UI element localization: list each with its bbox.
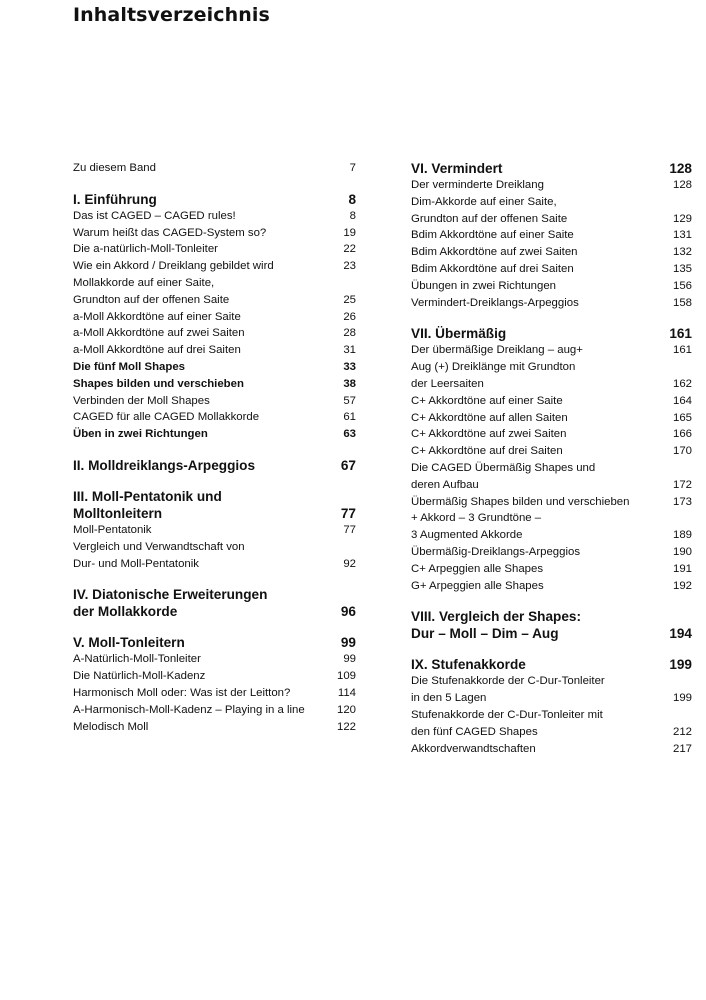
toc-entry-title: G+ Arpeggien alle Shapes bbox=[411, 579, 544, 592]
toc-page-number: 33 bbox=[343, 360, 356, 373]
toc-page-number: 77 bbox=[343, 523, 356, 536]
toc-page-number: 132 bbox=[672, 246, 692, 259]
toc-page-number: 7 bbox=[349, 162, 356, 174]
toc-entry-title: Shapes bilden und verschieben bbox=[73, 377, 244, 390]
toc-page-number: 166 bbox=[672, 428, 692, 441]
toc-entry[interactable] bbox=[411, 510, 692, 544]
toc-page-number: 162 bbox=[672, 377, 692, 390]
toc-entry-title: IX. Stufenakkorde bbox=[411, 657, 526, 673]
section-spacer bbox=[411, 642, 692, 656]
section-spacer bbox=[411, 594, 692, 608]
toc-entry[interactable] bbox=[73, 393, 356, 410]
toc-entry-title: Übermäßig Shapes bilden und verschieben bbox=[411, 495, 630, 508]
toc-page-number: 19 bbox=[343, 226, 356, 239]
toc-page-number: 173 bbox=[672, 495, 692, 508]
toc-page-number: 96 bbox=[340, 604, 356, 620]
toc-page-number: 61 bbox=[343, 411, 356, 424]
toc-entry-title: Der verminderte Dreiklang bbox=[411, 179, 544, 191]
toc-page-number: 217 bbox=[672, 742, 692, 755]
toc-entry[interactable] bbox=[73, 376, 356, 393]
toc-page-number: 77 bbox=[340, 505, 356, 521]
toc-entry-title: C+ Arpeggien alle Shapes bbox=[411, 562, 544, 575]
toc-entry[interactable] bbox=[73, 325, 356, 342]
toc-entry[interactable] bbox=[73, 668, 356, 685]
toc-entry[interactable] bbox=[411, 194, 692, 228]
section-spacer bbox=[73, 620, 356, 634]
toc-entry[interactable] bbox=[411, 494, 692, 511]
toc-entry-title: VII. Übermäßig bbox=[411, 326, 507, 342]
toc-entry-title: Dim-Akkorde auf einer Saite, Grundton auf der offenen Saite bbox=[411, 195, 568, 225]
toc-entry[interactable] bbox=[73, 258, 356, 275]
toc-page-number: 131 bbox=[672, 229, 692, 242]
toc-entry[interactable] bbox=[73, 241, 356, 258]
toc-page-number: 161 bbox=[672, 344, 692, 357]
toc-entry[interactable] bbox=[73, 275, 356, 309]
toc-column-right bbox=[411, 160, 692, 757]
toc-entry-title: Akkordverwandtschaften bbox=[411, 742, 536, 755]
toc-page-number: 161 bbox=[669, 326, 692, 342]
toc-page-number: 199 bbox=[669, 657, 692, 673]
toc-entry[interactable] bbox=[73, 208, 356, 225]
toc-chapter-heading[interactable] bbox=[411, 608, 692, 642]
toc-page-number: 128 bbox=[672, 179, 692, 191]
toc-page-number: 164 bbox=[672, 394, 692, 407]
toc-entry[interactable] bbox=[73, 309, 356, 326]
page-title: Inhaltsverzeichnis bbox=[73, 4, 270, 26]
toc-page-number: 170 bbox=[672, 445, 692, 458]
toc-entry-title: C+ Akkordtöne auf einer Saite bbox=[411, 394, 563, 407]
toc-page-number: 99 bbox=[343, 653, 356, 666]
toc-entry-title: Wie ein Akkord / Dreiklang gebildet wird bbox=[73, 260, 274, 273]
toc-entry-title: Bdim Akkordtöne auf einer Saite bbox=[411, 229, 574, 242]
toc-entry-title: II. Molldreiklangs-Arpeggios bbox=[73, 457, 256, 473]
toc-entry-title: V. Moll-Tonleitern bbox=[73, 635, 185, 651]
toc-entry[interactable] bbox=[411, 410, 692, 427]
toc-entry[interactable] bbox=[411, 460, 692, 494]
toc-page-number: 63 bbox=[343, 428, 356, 441]
toc-page-number: 120 bbox=[336, 703, 356, 716]
toc-page-number: 57 bbox=[343, 394, 356, 407]
toc-entry[interactable] bbox=[411, 561, 692, 578]
section-spacer bbox=[73, 443, 356, 457]
toc-entry[interactable] bbox=[73, 359, 356, 376]
toc-entry[interactable] bbox=[73, 702, 356, 719]
toc-entry-title: Warum heißt das CAGED-System so? bbox=[73, 226, 267, 239]
toc-entry-title: Die Natürlich-Moll-Kadenz bbox=[73, 670, 206, 683]
toc-entry-title: Bdim Akkordtöne auf drei Saiten bbox=[411, 262, 574, 275]
toc-entry-title: I. Einführung bbox=[73, 191, 157, 207]
toc-page-number: 8 bbox=[349, 209, 356, 222]
toc-page-number: 92 bbox=[343, 557, 356, 570]
toc-chapter-heading[interactable] bbox=[73, 191, 356, 208]
toc-entry-title: Die fünf Moll Shapes bbox=[73, 360, 186, 373]
toc-entry-title: Melodisch Moll bbox=[73, 720, 149, 733]
toc-entry[interactable] bbox=[411, 741, 692, 758]
toc-page-number: 135 bbox=[672, 262, 692, 275]
toc-page-number: 67 bbox=[340, 457, 356, 473]
toc-entry[interactable] bbox=[73, 685, 356, 702]
toc-entry[interactable] bbox=[73, 342, 356, 359]
toc-entry[interactable] bbox=[411, 578, 692, 595]
toc-entry-title: Stufenakkorde der C-Dur-Tonleiter mit den fünf CAGED Shapes bbox=[411, 708, 603, 738]
toc-entry-title: Übungen in zwei Richtungen bbox=[411, 279, 557, 292]
toc-page-number: 128 bbox=[669, 161, 692, 176]
toc-entry[interactable] bbox=[411, 426, 692, 443]
toc-entry-title: Übermäßig-Dreiklangs-Arpeggios bbox=[411, 545, 581, 558]
toc-entry[interactable] bbox=[73, 426, 356, 443]
toc-page-number: 99 bbox=[340, 635, 356, 651]
toc-page-number: 129 bbox=[672, 212, 692, 225]
toc-entry[interactable] bbox=[73, 160, 356, 177]
toc-page-number: 26 bbox=[343, 310, 356, 323]
toc-entry-title: A-Harmonisch-Moll-Kadenz – Playing in a line bbox=[73, 703, 305, 716]
section-spacer bbox=[411, 311, 692, 325]
toc-entry[interactable] bbox=[411, 278, 692, 295]
toc-entry[interactable] bbox=[73, 522, 356, 539]
toc-page-number: 189 bbox=[672, 529, 692, 542]
toc-entry[interactable] bbox=[411, 359, 692, 393]
toc-entry-title: Aug (+) Dreiklänge mit Grundton der Leersaiten bbox=[411, 361, 576, 390]
toc-entry-title: IV. Diatonische Erweiterungen der Mollakkorde bbox=[73, 587, 268, 620]
toc-entry-title: Zu diesem Band bbox=[73, 162, 156, 174]
section-spacer bbox=[73, 572, 356, 586]
toc-entry[interactable] bbox=[411, 295, 692, 312]
toc-entry[interactable] bbox=[411, 673, 692, 707]
toc-entry-title: Die Stufenakkorde der C-Dur-Tonleiter in den 5 Lagen bbox=[411, 675, 605, 705]
toc-entry-title: Vergleich und Verwandtschaft von Dur- und Moll-Pentatonik bbox=[73, 540, 245, 570]
toc-entry-title: a-Moll Akkordtöne auf drei Saiten bbox=[73, 344, 241, 357]
toc-chapter-heading[interactable] bbox=[411, 656, 692, 673]
toc-chapter-heading[interactable] bbox=[73, 586, 356, 620]
toc-entry[interactable] bbox=[73, 409, 356, 426]
toc-entry-title: C+ Akkordtöne auf zwei Saiten bbox=[411, 428, 567, 441]
toc-chapter-heading[interactable] bbox=[73, 488, 356, 522]
toc-chapter-heading[interactable] bbox=[73, 634, 356, 651]
toc-entry-title: a-Moll Akkordtöne auf einer Saite bbox=[73, 310, 241, 323]
toc-entry-title: C+ Akkordtöne auf allen Saiten bbox=[411, 411, 568, 424]
toc-entry[interactable] bbox=[411, 227, 692, 244]
toc-entry-title: Mollakkorde auf einer Saite, Grundton auf der offenen Saite bbox=[73, 276, 230, 306]
toc-entry-title: VIII. Vergleich der Shapes: Dur – Moll – Dim – Aug bbox=[411, 609, 581, 642]
toc-page-number: 109 bbox=[336, 670, 356, 683]
toc-entry-title: Moll-Pentatonik bbox=[73, 523, 152, 536]
toc-entry[interactable] bbox=[73, 225, 356, 242]
toc-entry[interactable] bbox=[411, 544, 692, 561]
toc-entry-title: + Akkord – 3 Grundtöne – 3 Augmented Akkorde bbox=[411, 512, 542, 542]
toc-entry-title: III. Moll-Pentatonik und Molltonleitern bbox=[73, 488, 222, 521]
toc-page-number: 31 bbox=[343, 344, 356, 357]
toc-entry-title: CAGED für alle CAGED Mollakkorde bbox=[73, 411, 260, 424]
toc-page-number: 122 bbox=[336, 720, 356, 733]
toc-page-number: 25 bbox=[343, 293, 356, 306]
toc-entry-title: Harmonisch Moll oder: Was ist der Leitton? bbox=[73, 686, 291, 699]
toc-entry-title: Bdim Akkordtöne auf zwei Saiten bbox=[411, 246, 578, 259]
toc-entry-title: Das ist CAGED – CAGED rules! bbox=[73, 209, 236, 222]
toc-page-number: 38 bbox=[343, 377, 356, 390]
toc-entry[interactable] bbox=[73, 651, 356, 668]
toc-page-number: 199 bbox=[672, 692, 692, 705]
toc-page-number: 172 bbox=[672, 478, 692, 491]
toc-page-number: 212 bbox=[672, 725, 692, 738]
toc-chapter-heading[interactable] bbox=[73, 457, 356, 474]
toc-page-number: 28 bbox=[343, 327, 356, 340]
toc-entry[interactable] bbox=[411, 177, 692, 194]
toc-page-number: 158 bbox=[672, 296, 692, 309]
toc-entry[interactable] bbox=[411, 443, 692, 460]
toc-entry-title: Üben in zwei Richtungen bbox=[73, 428, 208, 441]
toc-entry-title: Die a-natürlich-Moll-Tonleiter bbox=[73, 243, 218, 256]
toc-page-number: 156 bbox=[672, 279, 692, 292]
toc-page-number: 8 bbox=[348, 191, 356, 207]
toc-entry[interactable] bbox=[411, 261, 692, 278]
toc-chapter-heading[interactable] bbox=[411, 160, 692, 177]
toc-page-number: 22 bbox=[343, 243, 356, 256]
toc-page-number: 194 bbox=[669, 626, 692, 642]
toc-chapter-heading[interactable] bbox=[411, 325, 692, 342]
toc-page-number: 190 bbox=[672, 545, 692, 558]
toc-entry[interactable] bbox=[411, 244, 692, 261]
toc-entry-title: Vermindert-Dreiklangs-Arpeggios bbox=[411, 296, 579, 309]
toc-page-number: 23 bbox=[343, 260, 356, 273]
toc-page-number: 114 bbox=[337, 686, 356, 699]
toc-entry-title: A-Natürlich-Moll-Tonleiter bbox=[73, 653, 201, 666]
toc-entry[interactable] bbox=[411, 393, 692, 410]
toc-page-number: 191 bbox=[672, 562, 692, 575]
toc-page-number: 192 bbox=[672, 579, 692, 592]
toc-page-number: 165 bbox=[672, 411, 692, 424]
toc-entry-title: VI. Vermindert bbox=[411, 161, 503, 176]
toc-entry[interactable] bbox=[73, 539, 356, 573]
toc-entry[interactable] bbox=[73, 719, 356, 736]
section-spacer bbox=[73, 177, 356, 191]
toc-entry-title: Die CAGED Übermäßig Shapes und deren Aufbau bbox=[411, 461, 596, 491]
toc-entry[interactable] bbox=[411, 342, 692, 359]
section-spacer bbox=[73, 474, 356, 488]
toc-entry-title: Verbinden der Moll Shapes bbox=[73, 394, 210, 407]
toc-entry-title: Der übermäßige Dreiklang – aug+ bbox=[411, 344, 583, 357]
toc-entry[interactable] bbox=[411, 707, 692, 741]
toc-entry-title: a-Moll Akkordtöne auf zwei Saiten bbox=[73, 327, 245, 340]
toc-entry-title: C+ Akkordtöne auf drei Saiten bbox=[411, 445, 563, 458]
toc-column-left bbox=[73, 160, 356, 735]
